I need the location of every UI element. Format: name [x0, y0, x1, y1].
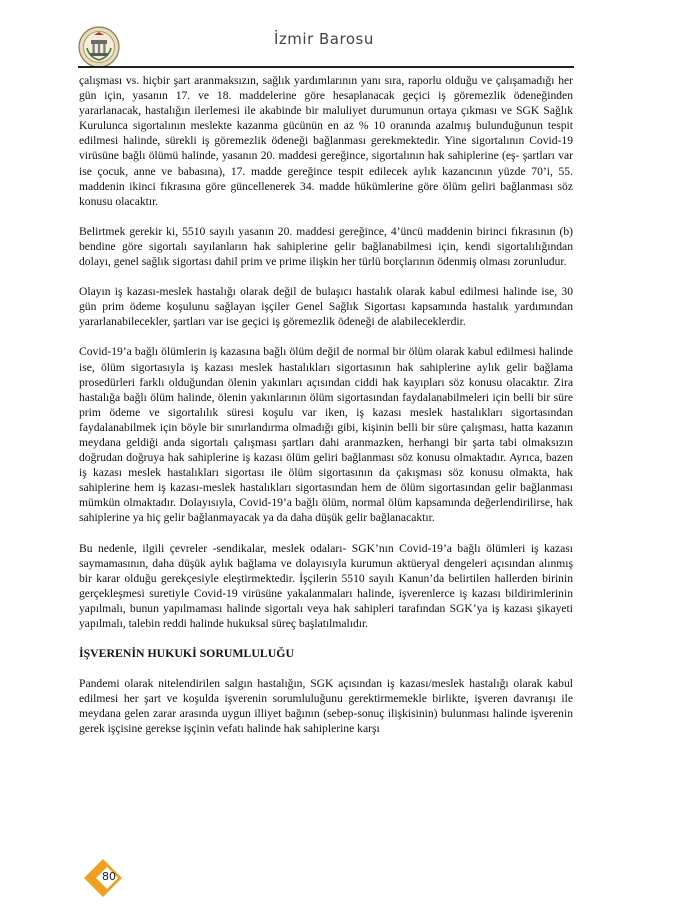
page-header [78, 24, 578, 70]
body-paragraph: Belirtmek gerekir ki, 5510 sayılı yasanın 20. maddesi gereğince, 4’üncü maddenin birinci fıkrasının (b) bendine göre sigortalı sayılanların hak sahiplerine gelir bağlanabilmesi için, kendi sigortalılığından dolayı, genel sağlık sigortası dahil prim ve prime ilişkin her türlü borçlarının ödenmiş olması zorunludur. [79, 224, 573, 269]
body-paragraph: Covid-19’a bağlı ölümlerin iş kazasına bağlı ölüm değil de normal bir ölüm olarak kabul edilmesi halinde ise, ölüm sigortasıyla iş kazası meslek hastalıkları sigortasının hak sahiplerine aylık gelir bağlama prosedürleri farklı olduğundan ölenin yakınları açısından ciddi hak kayıpları söz konusu olacaktır. Zira hastalığa bağlı ölüm halinde, ölenin yakınlarının ölüm sigortasından faydalanabilmeleri için belli bir süre prim ödeme ve sigortalılık süresi koşulu var iken, iş kazası meslek hastalıkları sigortasından faydalanabilmek için böyle bir sınırlandırma olmadığı gibi, kişinin belli bir süre çalışması, hatta kazanın meydana geldiği anda sigortalı çalışması şartları dahi aranmazken, herhangi bir şarta tabi olmaksızın doğrudan doğruya hak sahiplerine iş kazası ölüm geliri bağlanması söz konusu olmaktadır. Ayrıca, bazen iş kazası meslek hastalıkları sigortası ile ölüm sigortasının da çakışması söz konusu olmakta, hak sahiplerine hem iş kazası-meslek hastalıkları sigortasından hem de ölüm sigortasından gelir bağlanması mümkün olmaktadır. Dolayısıyla, Covid-19’a bağlı ölüm, normal ölüm kapsamında değerlendirilirse, hak sahiplerine ya hiç gelir bağlanmayacak ya da daha düşük gelir bağlanacaktır. [79, 345, 573, 525]
body-paragraph: çalışması vs. hiçbir şart aranmaksızın, sağlık yardımlarının yanı sıra, raporlu olduğu ve çalışamadığı her gün için, yasanın 17. ve 18. maddelerine göre hesaplanacak geçici iş göremezlik ödeneğinden yararlanacak, hastalığın ilerlemesi ile akabinde bir maluliyet durumunun ortaya çıkması ve SGK Sağlık Kurulunca sigortalının meslekte kazanma gücünün en az % 10 oranında azalmış bulunduğunun tespit edilmesi halinde, sürekli iş göremezlik ödeneği bağlanması gerekmektedir. Yine sigortalının Covid-19 virüsüne bağlı ölümü halinde, yasanın 20. maddesi gereğince, sigortalının hak sahiplerine (eş- şartları var ise çocuk, anne ve babasına), 17. madde gereğince tespit edilecek aylık kazancının yüzde 70’i, 55. maddenin ikinci fıkrasına göre güncellenerek 34. madde hükümlerine göre ölüm geliri bağlanması söz konusu olacaktır. [79, 74, 573, 208]
bar-association-logo-icon [78, 26, 120, 68]
body-paragraph: Pandemi olarak nitelendirilen salgın hastalığın, SGK açısından iş kazası/meslek hastalığı olarak kabul edilmesi her şart ve koşulda işverenin sorumluluğunu gerektirmemekle birlikte, işveren davranışı ile meydana gelen zarar arasında uygun illiyet bağının (sebep-sonuç ilişkisinin) bulunması halinde işverenin gerek işçisine gerekse işçinin vefatı halinde hak sahiplerine karşı [79, 677, 573, 736]
body-paragraph: Bu nedenle, ilgili çevreler -sendikalar, meslek odaları- SGK’nın Covid-19’a bağlı ölümleri iş kazası saymamasının, daha düşük aylık bağlama ve dolayısıyla kurumun aktüeryal dengeleri açısından alınmış bir karar olduğu gerekçesiyle eleştirmektedir. İşçilerin 5510 sayılı Kanun’da belirtilen hallerden birinin gerçekleşmesi suretiyle Covid-19 virüsüne yakalanmaları halinde, işverenlerce iş kazası bildirimlerinin yapılmalı, bunun yapılmaması halinde sigortalı veya hak sahipleri tarafından SGK’ya iş kazası şikayeti yapılmalı, talebin reddi halinde hukuksal süreç başlatılmalıdır. [79, 541, 573, 630]
body-paragraph: Olayın iş kazası-meslek hastalığı olarak değil de bulaşıcı hastalık olarak kabul edilmesi halinde ise, 30 gün prim ödeme koşulunu sağlayan işçiler Genel Sağlık Sigortası kapsamında hastalık yardımından yararlanabilecekler, şartları var ise geçici iş göremezlik ödeneği de alabileceklerdir. [79, 285, 573, 329]
section-heading: İŞVERENİN HUKUKİ SORUMLULUĞU [79, 646, 294, 661]
page-number: 80 [102, 870, 116, 883]
header-divider [78, 66, 574, 68]
header-title: İzmir Barosu [274, 30, 374, 48]
page-body [79, 73, 573, 751]
